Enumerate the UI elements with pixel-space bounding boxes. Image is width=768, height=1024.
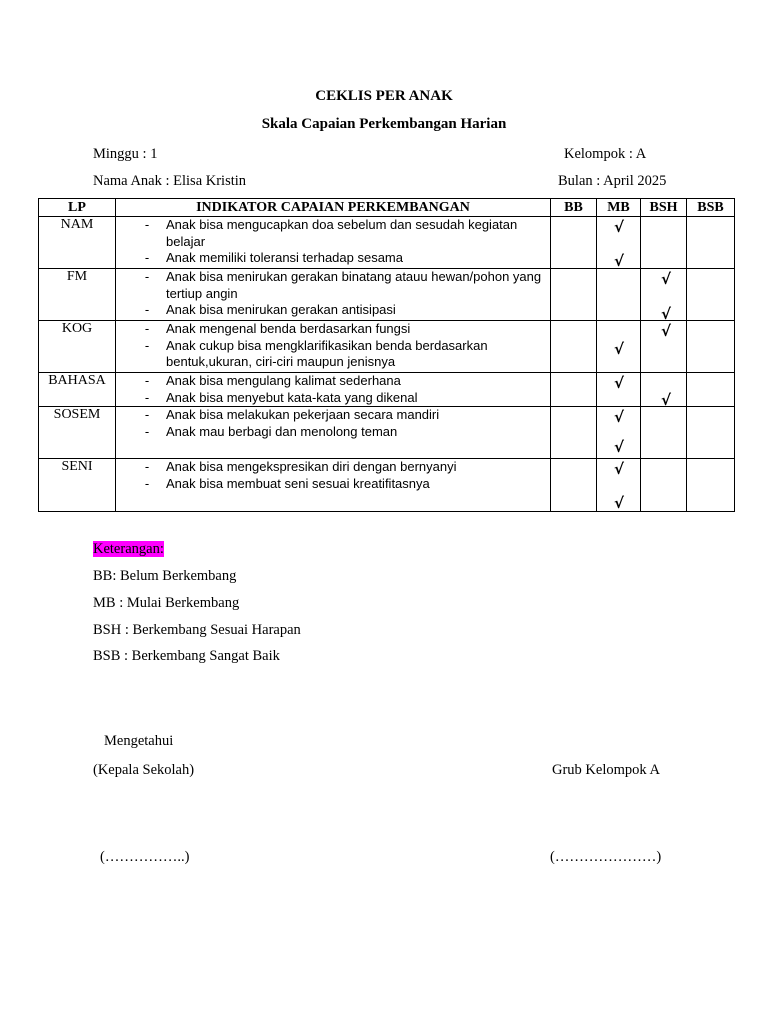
header-bsb: BSB: [687, 199, 735, 217]
legend-item-bsh: BSH : Berkembang Sesuai Harapan: [93, 622, 301, 638]
check-cell-mb: [597, 269, 641, 321]
indicator-item: [116, 407, 550, 424]
lp-cell: FM: [39, 269, 116, 321]
check-mark-icon: √: [661, 391, 672, 409]
check-mark-icon: √: [614, 408, 625, 426]
indicator-item: [116, 302, 550, 319]
kelompok-field: Kelompok : A: [564, 146, 647, 162]
indicator-text: Anak bisa membuat seni sesuai kreatifitasnya: [166, 475, 430, 491]
header-mb: MB: [597, 199, 641, 217]
check-mark-icon: √: [661, 270, 672, 288]
header-lp: LP: [39, 199, 116, 217]
mengetahui-label: Mengetahui: [104, 733, 174, 749]
list-dash: -: [144, 321, 150, 336]
check-cell-bsh: [641, 217, 687, 269]
list-dash: -: [144, 302, 150, 317]
indicator-text: Anak memiliki toleransi terhadap sesama: [166, 250, 403, 265]
lp-cell: NAM: [39, 217, 116, 269]
check-mark-icon: √: [661, 322, 672, 340]
check-mark-icon: √: [614, 438, 625, 456]
indicator-cell: [116, 269, 551, 321]
check-mark-icon: √: [614, 494, 625, 512]
kepala-sekolah-label: (Kepala Sekolah): [93, 762, 195, 778]
indicator-text: Anak cukup bisa mengklarifikasikan benda berdasarkan bentuk,ukuran, ciri-ciri maupun jenisnya: [166, 337, 488, 369]
check-cell-bsh: [641, 321, 687, 373]
grub-kelompok-label: Grub Kelompok A: [552, 762, 660, 778]
check-cell-bsb: [687, 373, 735, 407]
legend-item-bsb: BSB : Berkembang Sangat Baik: [93, 648, 280, 664]
indicator-item: [116, 459, 550, 476]
bulan-field: Bulan : April 2025: [558, 173, 667, 189]
indicator-cell: [116, 373, 551, 407]
table-header-row: [39, 199, 735, 217]
nama-anak-field: Nama Anak : Elisa Kristin: [93, 173, 247, 189]
indicator-text: Anak mengenal benda berdasarkan fungsi: [166, 321, 411, 336]
check-cell-bb: [551, 459, 597, 512]
indicator-text: Anak mau berbagi dan menolong teman: [166, 423, 398, 439]
check-cell-mb: [597, 217, 641, 269]
indicator-text: Anak bisa menirukan gerakan binatang atauu hewan/pohon yang tertiup angin: [166, 269, 542, 301]
list-dash: -: [144, 423, 150, 439]
list-dash: -: [144, 217, 150, 232]
lp-cell: SENI: [39, 459, 116, 512]
legend-heading-text: Keterangan:: [93, 541, 164, 557]
check-cell-mb: [597, 321, 641, 373]
right-signature-blank: (…………………): [550, 849, 662, 865]
list-dash: -: [144, 337, 150, 353]
check-cell-bb: [551, 321, 597, 373]
minggu-field: Minggu : 1: [93, 146, 158, 162]
legend-item-bb: BB: Belum Berkembang: [93, 568, 237, 584]
list-dash: -: [144, 269, 150, 284]
check-mark-icon: √: [661, 305, 672, 323]
table-row: [39, 373, 735, 407]
header-indikator: INDIKATOR CAPAIAN PERKEMBANGAN: [116, 199, 551, 217]
indicator-text: Anak bisa menirukan gerakan antisipasi: [166, 302, 396, 317]
list-dash: -: [144, 389, 150, 405]
check-cell-bsh: [641, 407, 687, 459]
check-mark-icon: √: [614, 340, 625, 358]
check-cell-bb: [551, 373, 597, 407]
lp-cell: KOG: [39, 321, 116, 373]
indicator-text: Anak bisa mengucapkan doa sebelum dan sesudah kegiatan belajar: [166, 217, 518, 249]
list-dash: -: [144, 373, 150, 388]
check-cell-bsh: [641, 269, 687, 321]
indicator-item: [116, 424, 550, 441]
check-cell-bsb: [687, 217, 735, 269]
check-cell-bsb: [687, 321, 735, 373]
indicator-item: [116, 250, 550, 267]
check-cell-mb: [597, 373, 641, 407]
indicator-item: [116, 338, 550, 371]
document-title: CEKLIS PER ANAK: [315, 88, 453, 104]
check-mark-icon: √: [614, 252, 625, 270]
header-bsh: BSH: [641, 199, 687, 217]
header-bb: BB: [551, 199, 597, 217]
check-mark-icon: √: [614, 374, 625, 392]
lp-cell: SOSEM: [39, 407, 116, 459]
indicator-cell: [116, 321, 551, 373]
left-signature-blank: (……………..): [100, 849, 190, 865]
indicator-cell: [116, 459, 551, 512]
table-row: [39, 269, 735, 321]
table-row: [39, 217, 735, 269]
indicator-text: Anak bisa melakukan pekerjaan secara mandiri: [166, 407, 440, 422]
check-cell-bb: [551, 269, 597, 321]
list-dash: -: [144, 475, 150, 491]
indicator-item: [116, 269, 550, 302]
list-dash: -: [144, 250, 150, 265]
check-cell-bsh: [641, 459, 687, 512]
legend-heading: [93, 541, 164, 558]
indicator-text: Anak bisa mengekspresikan diri dengan bernyanyi: [166, 459, 457, 474]
indicator-item: [116, 390, 550, 407]
indicator-cell: [116, 407, 551, 459]
indicator-item: [116, 321, 550, 338]
indicator-text: Anak bisa menyebut kata-kata yang dikenal: [166, 389, 418, 405]
document-subtitle: Skala Capaian Perkembangan Harian: [261, 116, 507, 132]
check-cell-bsb: [687, 407, 735, 459]
check-cell-mb: [597, 407, 641, 459]
indicator-item: [116, 217, 550, 250]
lp-cell: BAHASA: [39, 373, 116, 407]
indicator-text: Anak bisa mengulang kalimat sederhana: [166, 373, 401, 388]
check-mark-icon: √: [614, 218, 625, 236]
check-cell-mb: [597, 459, 641, 512]
check-cell-bsb: [687, 459, 735, 512]
table-row: [39, 459, 735, 512]
check-cell-bsh: [641, 373, 687, 407]
indicator-cell: [116, 217, 551, 269]
check-cell-bsb: [687, 269, 735, 321]
indicator-item: [116, 373, 550, 390]
list-dash: -: [144, 407, 150, 422]
table-row: [39, 321, 735, 373]
checklist-table: [38, 198, 735, 512]
legend-item-mb: MB : Mulai Berkembang: [93, 595, 240, 611]
check-cell-bb: [551, 407, 597, 459]
list-dash: -: [144, 459, 150, 474]
check-cell-bb: [551, 217, 597, 269]
check-mark-icon: √: [614, 460, 625, 478]
table-row: [39, 407, 735, 459]
indicator-item: [116, 476, 550, 493]
